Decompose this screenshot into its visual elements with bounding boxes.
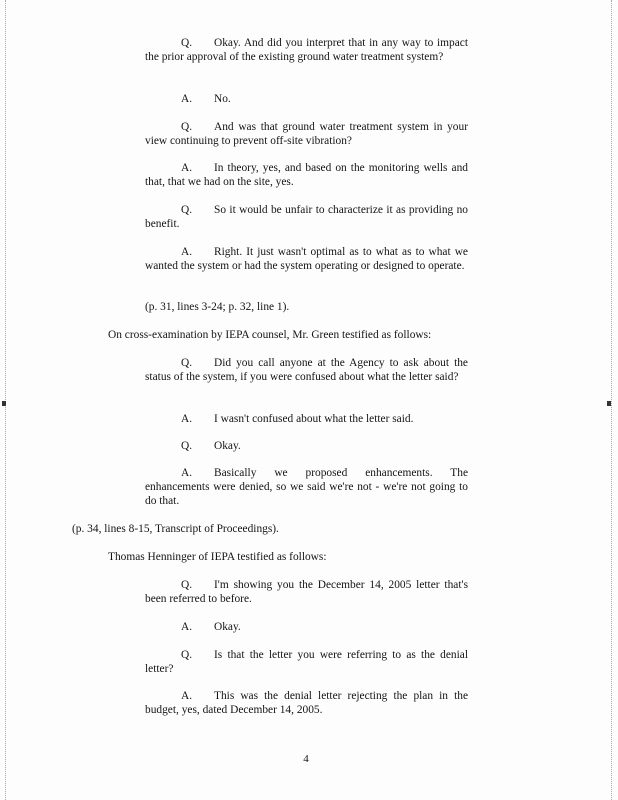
transcript-answer — [145, 161, 468, 189]
answer-label: A. — [181, 162, 193, 174]
question-text: Did you call anyone at the Agency to ask about the status of the system, if you were confused about what the letter said? — [145, 357, 468, 384]
question-label: Q. — [181, 579, 193, 591]
question-text: Okay. And did you interpret that in any way to impact the prior approval of the existing ground water treatment system? — [145, 37, 468, 64]
question-label: Q. — [181, 649, 193, 661]
left-scan-mark — [2, 401, 6, 406]
transcript-question — [145, 203, 468, 231]
answer-label: A. — [181, 690, 193, 702]
answer-text: This was the denial letter rejecting the plan in the budget, yes, dated December 14, 2005. — [145, 690, 468, 717]
answer-label: A. — [181, 93, 193, 105]
transcript-question — [145, 356, 468, 384]
answer-text: In theory, yes, and based on the monitoring wells and that, that we had on the site, yes. — [145, 162, 468, 189]
transcript-answer — [145, 92, 468, 106]
intro-text: Thomas Henninger of IEPA testified as follows: — [108, 551, 327, 563]
page-number: 4 — [303, 753, 309, 765]
answer-text: No. — [214, 93, 231, 105]
question-text: Okay. — [214, 440, 241, 452]
left-edge-marks — [5, 0, 8, 800]
citation-text: (p. 31, lines 3-24; p. 32, line 1). — [145, 301, 290, 313]
answer-label: A. — [181, 246, 193, 258]
question-label: Q. — [181, 357, 193, 369]
transcript-q-a-block — [145, 36, 468, 64]
transcript-answer — [145, 620, 468, 634]
answer-label: A. — [181, 467, 193, 479]
transcript-question — [145, 120, 468, 148]
question-text: I'm showing you the December 14, 2005 letter that's been referred to before. — [145, 579, 468, 606]
transcript-citation: (p. 34, lines 8-15, Transcript of Proceedings). — [72, 523, 279, 535]
right-edge-marks — [611, 0, 614, 800]
intro-text: On cross-examination by IEPA counsel, Mr. Green testified as follows: — [108, 329, 432, 341]
transcript-answer — [145, 689, 468, 717]
right-scan-mark — [607, 401, 611, 406]
question-label: Q. — [181, 37, 193, 49]
transcript-question — [145, 36, 468, 64]
answer-text: Basically we proposed enhancements. The enhancements were denied, so we said we're not - we're not going to do that. — [145, 467, 468, 508]
transcript-question — [145, 648, 468, 676]
question-label: Q. — [181, 121, 193, 133]
question-label: Q. — [181, 204, 193, 216]
transcript-question — [145, 578, 468, 606]
transcript-question — [145, 439, 468, 453]
question-text: And was that ground water treatment system in your view continuing to prevent off-site vibration? — [145, 121, 468, 148]
answer-text: Okay. — [214, 621, 241, 633]
transcript-answer — [145, 466, 468, 509]
answer-text: I wasn't confused about what the letter said. — [214, 413, 414, 425]
answer-label: A. — [181, 413, 193, 425]
question-label: Q. — [181, 440, 193, 452]
question-text: So it would be unfair to characterize it as providing no benefit. — [145, 204, 468, 231]
question-text: Is that the letter you were referring to as the denial letter? — [145, 649, 468, 676]
answer-label: A. — [181, 621, 193, 633]
transcript-answer — [145, 412, 468, 426]
transcript-answer — [145, 245, 468, 273]
answer-text: Right. It just wasn't optimal as to what as to what we wanted the system or had the system operating or designed to operate. — [145, 246, 468, 273]
